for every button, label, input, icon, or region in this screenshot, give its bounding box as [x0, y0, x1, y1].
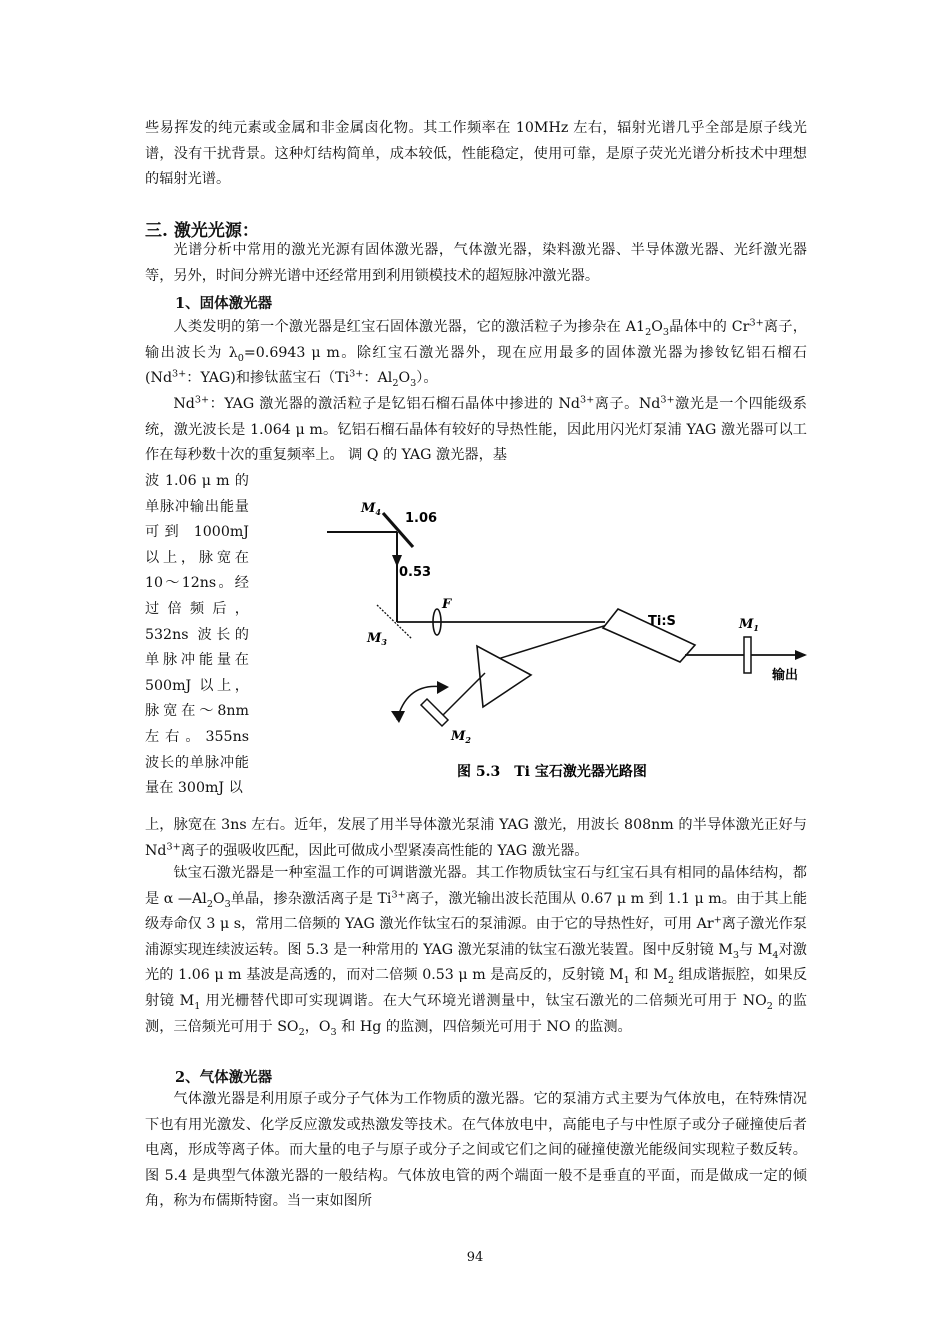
label-output: 输出	[772, 668, 799, 683]
mirror-m2	[421, 699, 448, 726]
subheading-gas-laser: 2、气体激光器	[175, 1069, 273, 1086]
beam-prism-to-crystal	[485, 625, 607, 663]
mirror-m1	[744, 637, 751, 673]
prism	[477, 646, 531, 707]
label-m3: $M_3$	[367, 631, 387, 647]
solid-paragraph-3: 钛宝石激光器是一种室温工作的可调谐激光器。其工作物质钛宝石与红宝石具有相同的晶体结构，都是 α $—Al_2O_3$单晶，掺杂激活离子是 $Ti^{3+}$离子，激光输出波长范围从 0.67 μ m 到 1.1 μ m。由于其上能级寿命仅 3 μ s，常用二倍频的 YAG 激光作钛宝石的泵浦源。由于它的导热性好，可用 Ar+离子激光作泵浦源实现连续波运转。图 5.3 是一种常用的 YAG 激光泵浦的钛宝石激光装置。图中反射镜 $M_3$与 $M_4$对激光的 1.06 μ m 基波是高透的，而对二倍频 0.53 μ m 是高反的，反射镜 $M_1$ 和 $M_2$ 组成谐振腔，如果反射镜 $M_1$ 用光栅替代即可实现调谐。在大气环境光谱测量中，钛宝石激光的二倍频光可用于 $NO_2$ 的监测，三倍频光可用于 $SO_2$，$O_3$ 和 Hg 的监测，四倍频光可用于 NO 的监测。	[145, 865, 808, 1038]
label-f: F	[442, 597, 452, 612]
gas-paragraph-1: 气体激光器是利用原子或分子气体为工作物质的激光器。它的泵浦方式主要为气体放电，在特殊情况下也有用光激发、化学反应激发或热激发等技术。在气体放电中，高能电子与中性原子或分子碰撞使后者电离，形成等离子体。而大量的电子与原子或分子之间或它们之间的碰撞使激光能级间实现粒子数反转。图 5.4 是典型气体激光器的一般结构。气体放电管的两个端面一般不是垂直的平面，而是做成一定的倾角，称为布儒斯特窗。当一束如图所	[145, 1091, 807, 1210]
arrow-right-icon	[795, 650, 807, 660]
subheading-solid-laser: 1、固体激光器	[175, 295, 273, 312]
solid-paragraph-1: 人类发明的第一个激光器是红宝石固体激光器，它的激活粒子为掺杂在 $A1_2O_3$晶体中的 $Cr^{3+}$离子，输出波长为 $\lambda_0=0.6943$ μ m。除红宝石激光器外，现在应用最多的固体激光器为掺钕钇铝石榴石($Nd^{3+}$：YAG)和掺钛蓝宝石（$Ti^{3+}$：$Al_2O_3$）。	[145, 317, 807, 390]
ti-sapphire-laser-diagram	[315, 485, 815, 795]
section-heading-laser: 三. 激光光源：	[145, 221, 259, 241]
label-m4: $M_4$	[361, 501, 381, 517]
label-ti-s: Ti:S	[648, 614, 676, 629]
rotation-arrow-right-icon	[437, 681, 449, 694]
rotation-arrow-down-icon	[391, 711, 405, 723]
label-1-06: 1.06	[405, 511, 438, 526]
solid-paragraph-2-wrap: 波 1.06 μ m 的单脉冲输出能量可到 1000mJ 以上，脉宽在 10～12ns。经过倍频后，532ns 波长的单脉冲能量在 500mJ 以上，脉宽在～8nm 左右。355ns 波长的单脉冲能量在 300mJ 以	[145, 473, 249, 797]
laser-intro-paragraph: 光谱分析中常用的激光光源有固体激光器，气体激光器，染料激光器、半导体激光器、光纤激光器等，另外，时间分辨光谱中还经常用到利用锁模技术的超短脉冲激光器。	[145, 242, 807, 284]
label-m2: $M_2$	[451, 729, 471, 745]
page-number: 94	[466, 1250, 484, 1265]
solid-paragraph-2: $Nd^{3+}$：YAG 激光器的激活粒子是钇铝石榴石晶体中掺进的 $Nd^{3+}$离子。$Nd^{3+}$激光是一个四能级系统，激光波长是 1.064 μ m。钇铝石榴石晶体有较好的导热性能，因此用闪光灯泵浦 YAG 激光器可以工作在每秒数十次的重复频率上。 调 Q 的 YAG 激光器，基	[145, 394, 807, 464]
intro-paragraph: 些易挥发的纯元素或金属和非金属卤化物。其工作频率在 10MHz 左右，辐射光谱几乎全部是原子线光谱，没有干扰背景。这种灯结构简单，成本较低，性能稳定，使用可靠，是原子荧光光谱分析技术中理想的辐射光谱。	[145, 120, 807, 188]
beam-prism-to-m2	[441, 673, 485, 717]
solid-paragraph-2-end: 上，脉宽在 3ns 左右。近年，发展了用半导体激光泵浦 YAG 激光，用波长 808nm 的半导体激光正好与 $Nd^{3+}$离子的强吸收匹配，因此可做成小型紧凑高性能的 YAG 激光器。	[145, 817, 807, 859]
label-0-53: 0.53	[399, 565, 432, 580]
figure-caption: 图 5.3 Ti 宝石激光器光路图	[457, 764, 647, 780]
label-m1: $M_1$	[739, 617, 759, 633]
